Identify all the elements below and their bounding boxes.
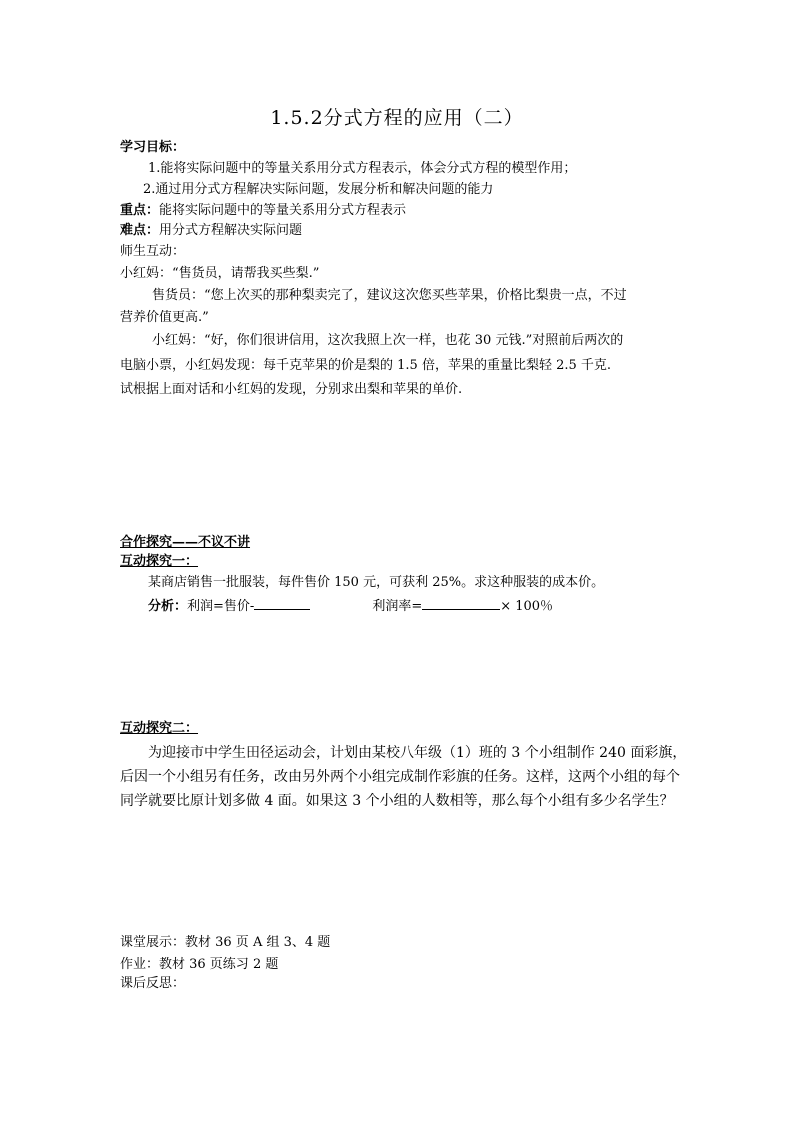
interaction-heading: 师生互动： (120, 244, 186, 259)
inquiry2-heading: 互动探究二： (120, 721, 199, 736)
rate-blank[interactable] (422, 595, 500, 610)
homework: 作业：教材 36 页练习 2 题 (120, 957, 279, 972)
dialogue-line-4: 小红妈：“好，你们很讲信用，这次我照上次一样，也花 30 元钱.”对照前后两次的 (152, 333, 624, 348)
cooperation-heading: 合作探究——不议不讲 (120, 535, 251, 550)
page-title: 1.5.2分式方程的应用（二） (270, 107, 524, 129)
objective-item-2: 2.通过用分式方程解决实际问题，发展分析和解决问题的能力 (143, 182, 494, 197)
key-point-label: 重点： (120, 203, 160, 218)
profit-formula: 利润=售价- (187, 599, 255, 614)
dialogue-line-6: 试根据上面对话和小红妈的发现，分别求出梨和苹果的单价. (120, 382, 463, 397)
inquiry2-line-1: 为迎接市中学生田径运动会，计划由某校八年级（1）班的 3 个小组制作 240 面彩旗， (148, 745, 687, 761)
dialogue-line-3: 营养价值更高.” (120, 310, 209, 325)
reflection: 课后反思： (120, 976, 186, 991)
inquiry2-line-3: 同学就要比原计划多做 4 面。如果这 3 个小组的人数相等，那么每个小组有多少名学生？ (120, 793, 674, 809)
profit-blank[interactable] (254, 595, 310, 610)
analysis-label: 分析： (148, 599, 188, 614)
class-show: 课堂展示：教材 36 页 A 组 3、4 题 (120, 935, 331, 950)
dialogue-line-2: 售货员：“您上次买的那种梨卖完了，建议这次您买些苹果，价格比梨贵一点，不过 (152, 288, 627, 303)
dialogue-line-5: 电脑小票，小红妈发现：每千克苹果的价是梨的 1.5 倍，苹果的重量比梨轻 2.5 千克. (120, 358, 612, 373)
inquiry1-analysis (148, 595, 553, 617)
difficulty-text: 用分式方程解决实际问题 (159, 223, 303, 238)
rate-formula: 利润率= (372, 599, 423, 614)
objectives-heading: 学习目标： (120, 140, 186, 155)
rate-suffix: × 100％ (500, 599, 554, 614)
inquiry2-line-2: 后因一个小组另有任务，改由另外两个小组完成制作彩旗的任务。这样，这两个小组的每个 (120, 769, 680, 785)
dialogue-line-1: 小红妈：“售货员，请帮我买些梨.” (120, 266, 320, 281)
key-point (120, 201, 406, 221)
difficulty-label: 难点： (120, 223, 160, 238)
inquiry1-heading: 互动探究一： (120, 554, 199, 569)
difficulty (120, 221, 302, 241)
key-point-text: 能将实际问题中的等量关系用分式方程表示 (159, 203, 407, 218)
inquiry1-problem: 某商店销售一批服装，每件售价 150 元，可获利 25%。求这种服装的成本价。 (148, 575, 605, 590)
objective-item-1: 1.能将实际问题中的等量关系用分式方程表示，体会分式方程的模型作用； (148, 161, 577, 176)
